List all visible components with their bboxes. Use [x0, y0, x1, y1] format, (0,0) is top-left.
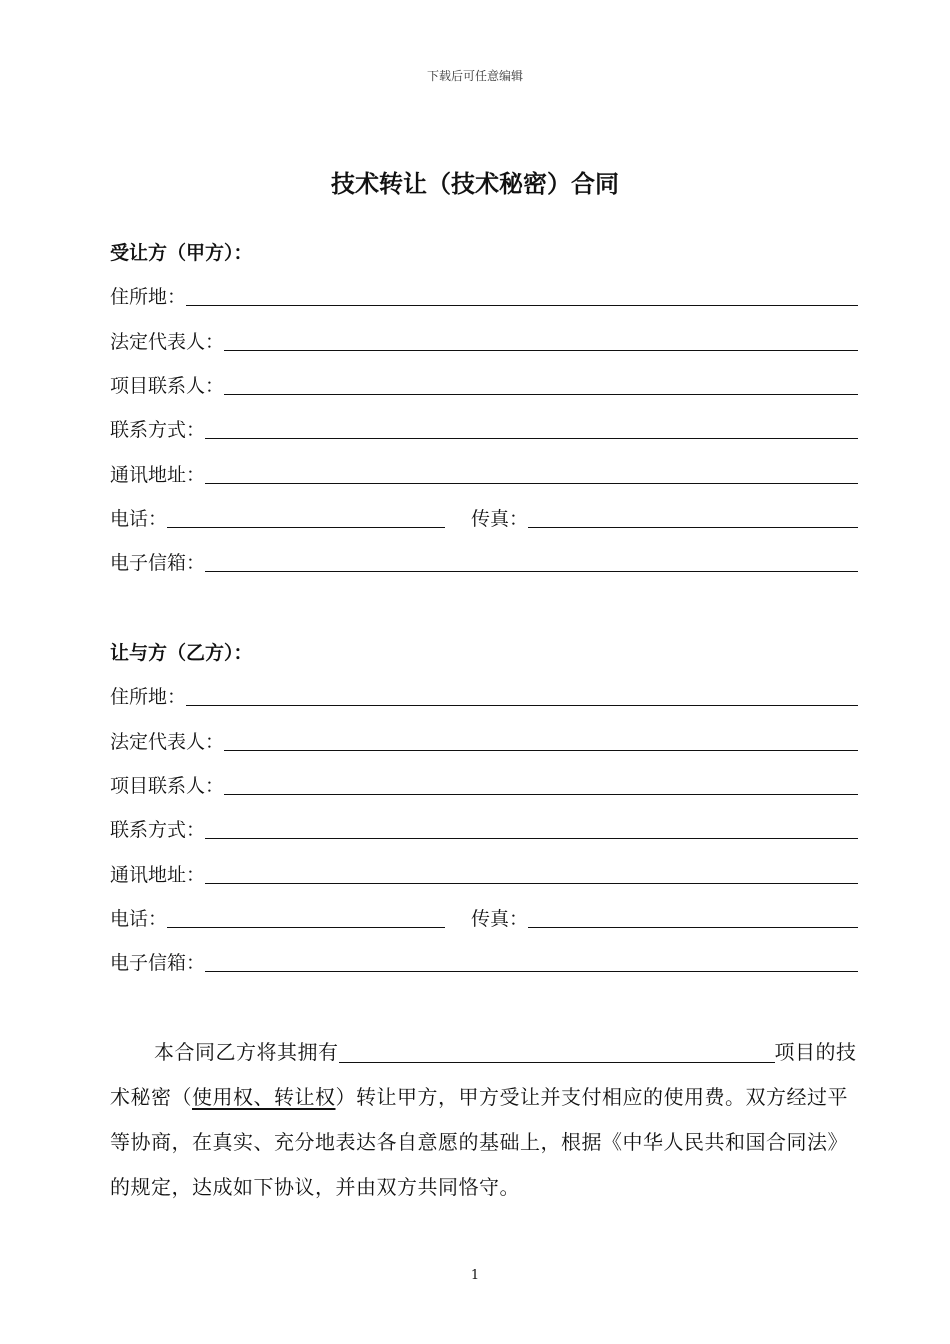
intro-rest-text: ）转让甲方，甲方受让并支付相应的使用费。双方经过平等协商，在真实、充分地表达各自意愿的基础上，根据《中华人民共和国合同法》的规定，达成如下协议，并由双方共同恪守。	[110, 1085, 848, 1199]
party-a-heading: 受让方（甲方）：	[110, 242, 253, 264]
party-b-mail-address-row	[110, 858, 858, 888]
party-b-project-contact-label: 项目联系人：	[110, 775, 225, 797]
party-a-email-label: 电子信箱：	[110, 552, 206, 574]
intro-after-blank-text: 项目的	[774, 1040, 836, 1064]
rights-underlined-text: 使用权、转让权	[192, 1085, 336, 1109]
party-a-address-label: 住所地：	[110, 286, 187, 308]
party-b-contact-method-blank[interactable]	[205, 816, 858, 839]
party-a-legal-rep-label: 法定代表人：	[110, 331, 225, 353]
party-b-heading: 让与方（乙方）：	[110, 642, 253, 664]
party-b-email-blank[interactable]	[205, 949, 858, 972]
party-a-contact-method-label: 联系方式：	[110, 419, 206, 441]
party-b-project-contact-blank[interactable]	[224, 772, 858, 795]
party-b-mail-address-label: 通讯地址：	[110, 864, 206, 886]
intro-line2-start-text: 技术秘密（	[110, 1040, 857, 1109]
party-a-fax-blank[interactable]	[528, 505, 858, 528]
intro-paragraph	[110, 1030, 862, 1210]
party-b-mail-address-blank[interactable]	[205, 861, 858, 884]
party-b-address-label: 住所地：	[110, 686, 187, 708]
party-a-mail-address-label: 通讯地址：	[110, 464, 206, 486]
party-a-email-blank[interactable]	[205, 549, 858, 572]
party-b-legal-rep-label: 法定代表人：	[110, 731, 225, 753]
party-b-phone-blank[interactable]	[167, 905, 445, 928]
party-a-contact-method-row	[110, 413, 858, 443]
party-b-email-label: 电子信箱：	[110, 952, 206, 974]
party-b-contact-method-row	[110, 813, 858, 843]
party-a-email-row	[110, 546, 858, 576]
party-a-project-contact-blank[interactable]	[224, 372, 858, 395]
party-a-mail-address-blank[interactable]	[205, 461, 858, 484]
party-a-project-contact-label: 项目联系人：	[110, 375, 225, 397]
page-header: 下载后可任意编辑	[426, 69, 523, 83]
party-a-address-blank[interactable]	[186, 283, 858, 306]
party-b-phone-fax-row	[110, 902, 858, 932]
project-name-blank[interactable]	[339, 1042, 775, 1063]
party-b-address-row	[110, 680, 858, 710]
party-a-contact-method-blank[interactable]	[205, 416, 858, 439]
party-b-fax-label: 传真：	[471, 908, 529, 930]
party-a-fax-label: 传真：	[471, 508, 529, 530]
party-b-contact-method-label: 联系方式：	[110, 819, 206, 841]
party-a-phone-blank[interactable]	[167, 505, 445, 528]
party-b-address-blank[interactable]	[186, 683, 858, 706]
document-title: 技术转让（技术秘密）合同	[331, 169, 619, 198]
party-b-legal-rep-row	[110, 725, 858, 755]
party-a-phone-label: 电话：	[110, 508, 168, 530]
intro-start-text: 本合同乙方将其拥有	[154, 1040, 339, 1064]
party-b-email-row	[110, 946, 858, 976]
party-a-project-contact-row	[110, 369, 858, 399]
party-a-legal-rep-blank[interactable]	[224, 328, 858, 351]
party-b-legal-rep-blank[interactable]	[224, 728, 858, 751]
party-b-fax-blank[interactable]	[528, 905, 858, 928]
party-a-mail-address-row	[110, 458, 858, 488]
party-b-project-contact-row	[110, 769, 858, 799]
party-a-legal-rep-row	[110, 325, 858, 355]
page-number: 1	[470, 1268, 480, 1283]
party-b-phone-label: 电话：	[110, 908, 168, 930]
party-a-address-row	[110, 280, 858, 310]
party-a-phone-fax-row	[110, 502, 858, 532]
